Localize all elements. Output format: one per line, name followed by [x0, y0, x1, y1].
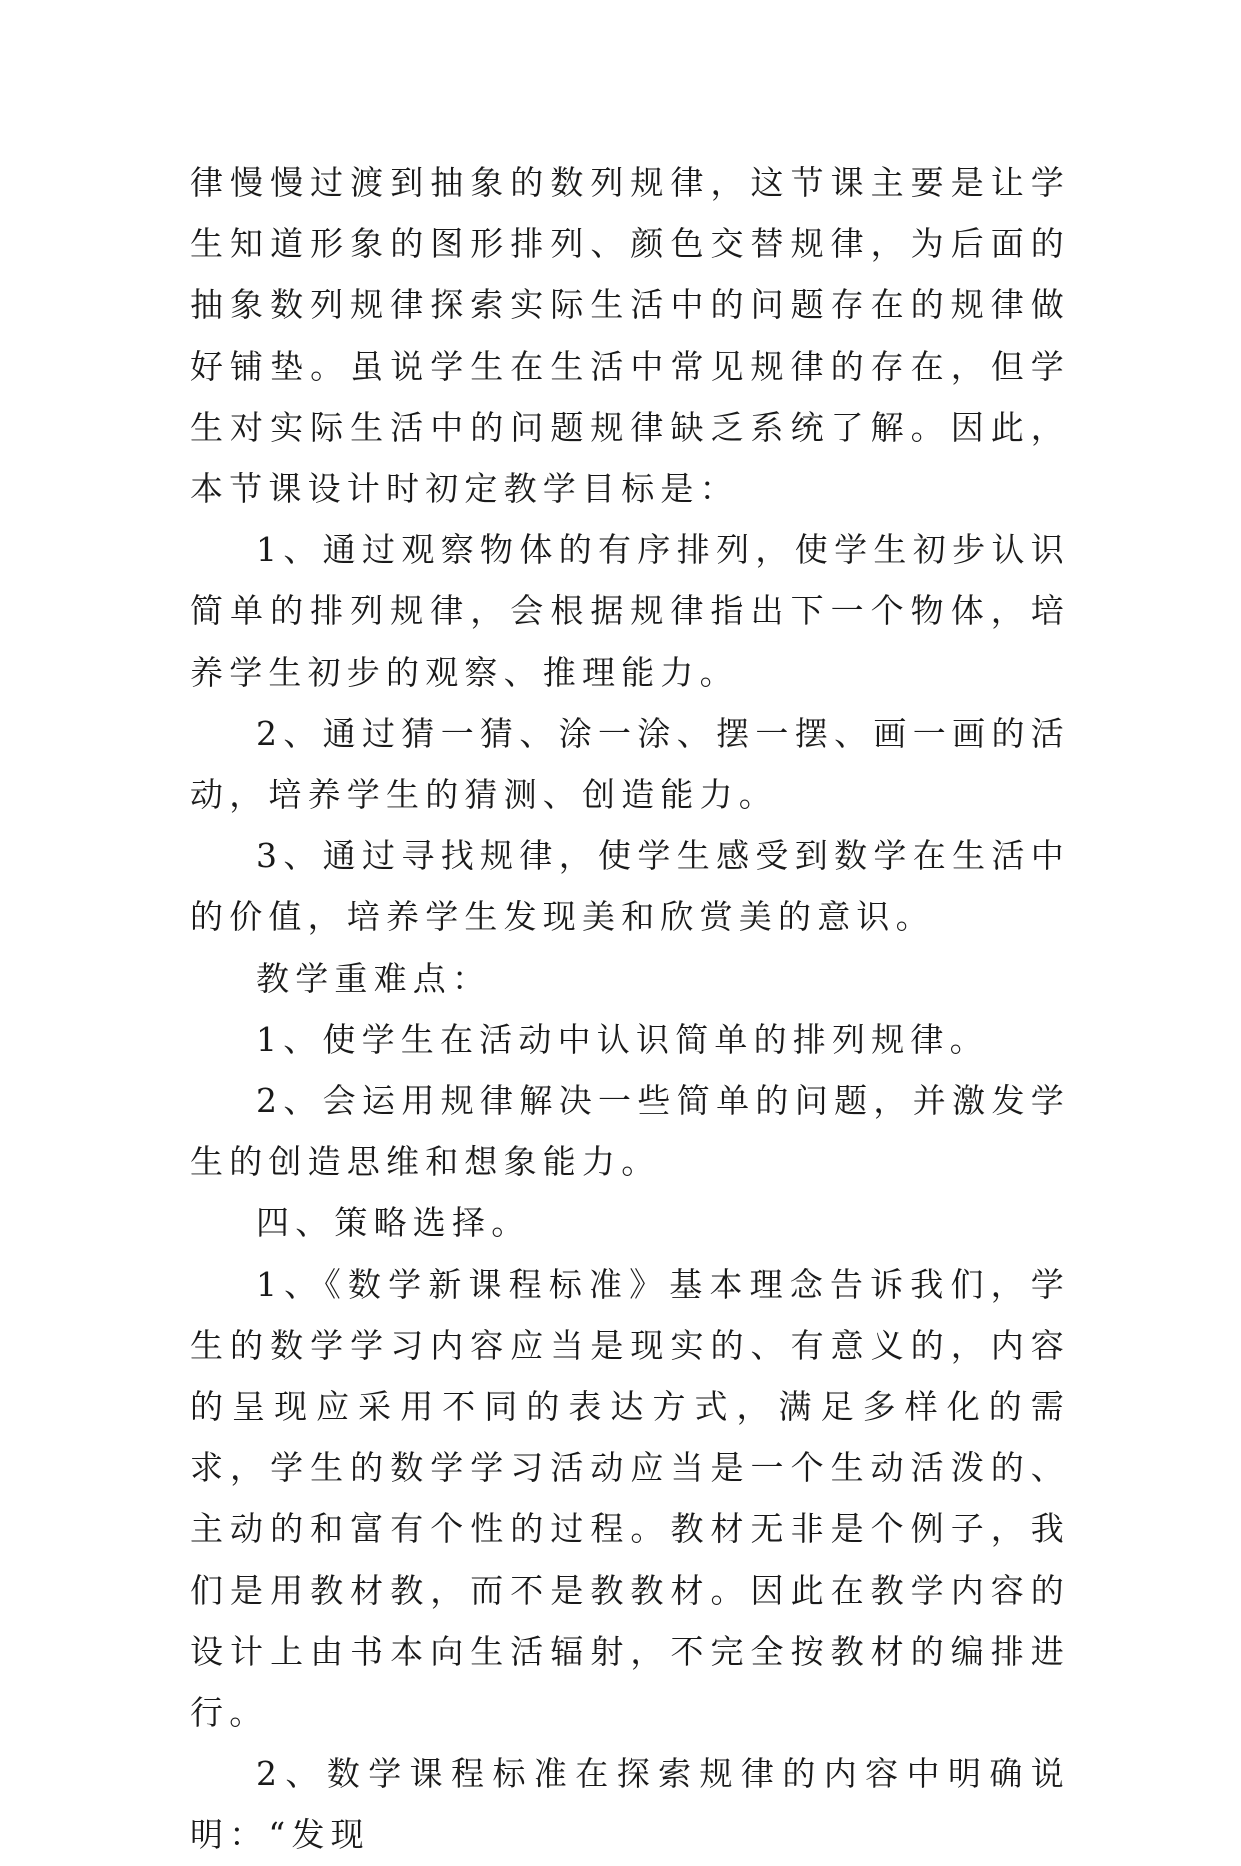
paragraph-strategy-2: 2、数学课程标准在探索规律的内容中明确说明：“发现 — [190, 1754, 1070, 1855]
paragraph-goal-2: 2、通过猜一猜、涂一涂、摆一摆、画一画的活动，培养学生的猜测、创造能力。 — [190, 713, 1070, 815]
paragraph-goal-1: 1、通过观察物体的有序排列，使学生初步认识简单的排列规律，会根据规律指出下一个物体，培养学生初步的观察、推理能力。 — [190, 530, 1070, 692]
paragraph-key-point-2: 2、会运用规律解决一些简单的问题，并激发学生的创造思维和想象能力。 — [190, 1081, 1070, 1182]
paragraph-goal-3: 3、通过寻找规律，使学生感受到数学在生活中的价值，培养学生发现美和欣赏美的意识。 — [190, 836, 1070, 937]
paragraph-strategy-1: 1、《数学新课程标准》基本理念告诉我们，学生的数学学习内容应当是现实的、有意义的，内容的呈现应采用不同的表达方式，满足多样化的需求，学生的数学学习活动应当是一个生动活泼的、主动的和富有个性的过程。教材无非是个例子，我们是用教材教，而不是教教材。因此在教学内容的设计上由书本向生活辐射，不完全按教材的编排进行。 — [190, 1264, 1070, 1733]
paragraph-key-points-heading: 教学重难点： — [256, 958, 492, 998]
paragraph-continuation: 律慢慢过渡到抽象的数列规律，这节课主要是让学生知道形象的图形排列、颜色交替规律，为后面的抽象数列规律探索实际生活中的问题存在的规律做好铺垫。虽说学生在生活中常见规律的存在，但学生对实际生活中的问题规律缺乏系统了解。因此，本节课设计时初定教学目标是： — [190, 163, 1070, 509]
paragraph-section-heading: 四、策略选择。 — [256, 1203, 531, 1243]
document-body — [190, 152, 1070, 1866]
paragraph-key-point-1: 1、使学生在活动中认识简单的排列规律。 — [256, 1019, 989, 1059]
